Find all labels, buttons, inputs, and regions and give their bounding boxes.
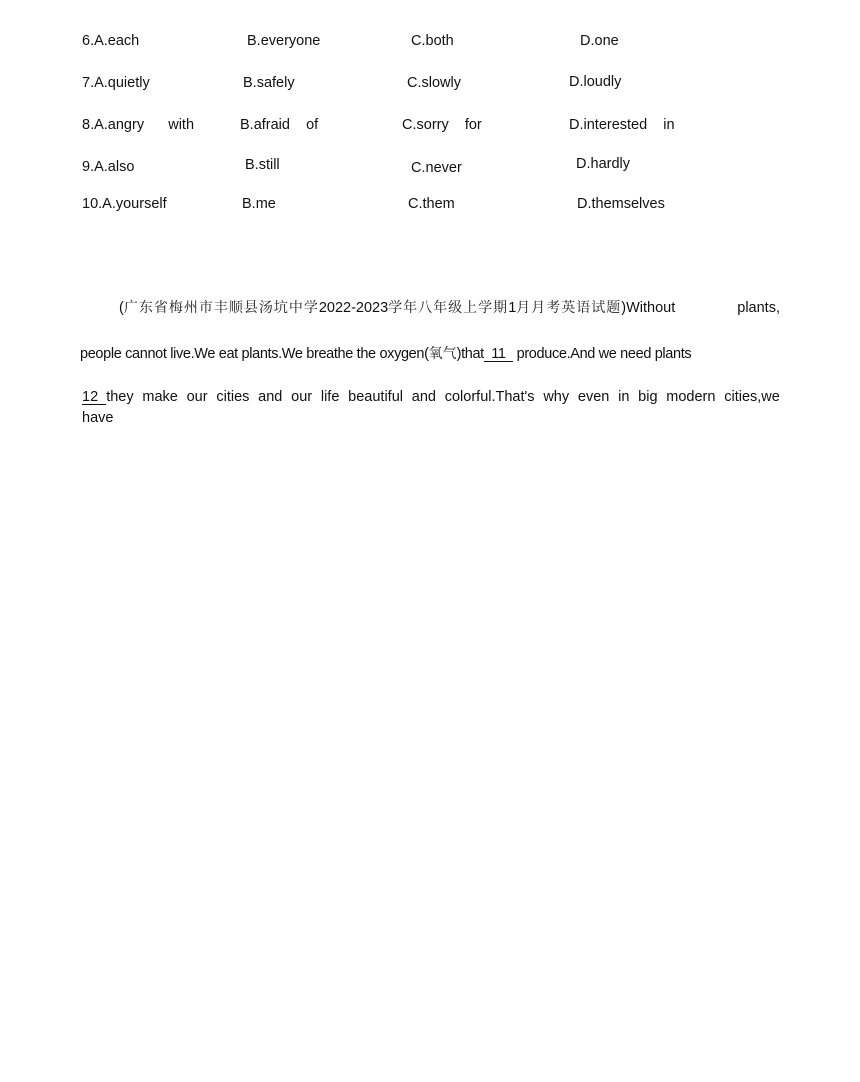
option-d: D.one — [580, 33, 619, 49]
option-b: B.everyone — [247, 33, 321, 49]
option-d: D.hardly — [576, 156, 630, 172]
option-a: 10.A.yourself — [82, 196, 167, 212]
option-d: D.interested in — [569, 117, 675, 133]
option-c: C.them — [408, 196, 455, 212]
option-c: C.never — [411, 160, 462, 176]
passage-source: (广东省梅州市丰顺县汤坑中学2022-2023学年八年级上学期1月月考英语试题)Without — [119, 300, 676, 316]
option-c: C.both — [411, 33, 454, 49]
passage-line-2: people cannot live.We eat plants.We breathe the oxygen(氧气)that 11 produce.And we need plants — [80, 346, 692, 362]
option-d: D.themselves — [577, 196, 665, 212]
option-b: B.still — [245, 157, 280, 173]
blank-12: 12 — [82, 389, 107, 405]
option-b: B.safely — [243, 75, 295, 91]
passage-line-1: (广东省梅州市丰顺县汤坑中学2022-2023学年八年级上学期1月月考英语试题)Without plants, — [119, 300, 780, 316]
option-a: 7.A.quietly — [82, 75, 150, 91]
passage-line-3: 12 they make our cities and our life beautiful and colorful.That's why even in big modern cities,we — [82, 389, 780, 405]
option-d: D.loudly — [569, 74, 622, 90]
option-a: 6.A.each — [82, 33, 140, 49]
option-c: C.sorry for — [402, 117, 482, 133]
blank-11: 11 — [483, 346, 513, 362]
passage-line-4: have — [82, 410, 114, 426]
option-b: B.afraid of — [240, 117, 319, 133]
option-a: 8.A.angry with — [82, 117, 195, 133]
option-b: B.me — [242, 196, 276, 212]
option-a: 9.A.also — [82, 159, 135, 175]
option-c: C.slowly — [407, 75, 461, 91]
